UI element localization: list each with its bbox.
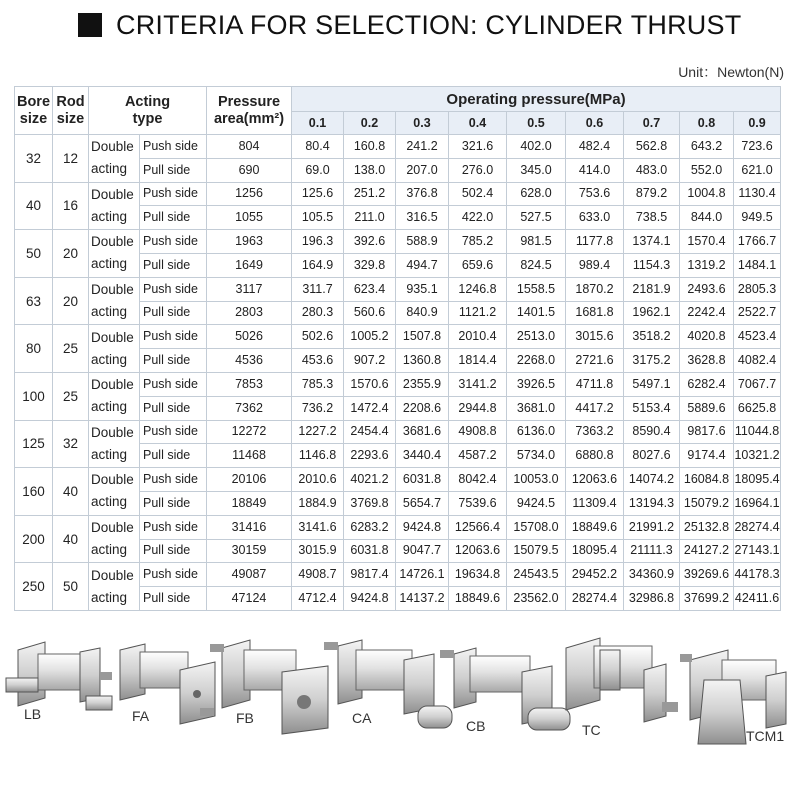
thrust-value-cell: 1146.8 xyxy=(292,444,344,468)
mount-label-ca: CA xyxy=(352,710,372,726)
thrust-value-cell: 402.0 xyxy=(507,135,566,159)
thrust-value-cell: 8027.6 xyxy=(624,444,680,468)
acting-type-cell: Double acting xyxy=(89,135,140,183)
thrust-value-cell: 1962.1 xyxy=(624,301,680,325)
pressure-area-cell: 1649 xyxy=(207,253,292,277)
thrust-value-cell: 3518.2 xyxy=(624,325,680,349)
thrust-value-cell: 7539.6 xyxy=(449,491,507,515)
thrust-value-cell: 1246.8 xyxy=(449,277,507,301)
thrust-value-cell: 15708.0 xyxy=(507,515,566,539)
thrust-value-cell: 907.2 xyxy=(344,349,396,373)
thrust-value-cell: 80.4 xyxy=(292,135,344,159)
pressure-area-cell: 20106 xyxy=(207,468,292,492)
header-pressure: 0.7 xyxy=(624,112,680,135)
thrust-value-cell: 12566.4 xyxy=(449,515,507,539)
thrust-value-cell: 623.4 xyxy=(344,277,396,301)
thrust-value-cell: 9424.8 xyxy=(396,515,449,539)
mount-lb-icon xyxy=(6,642,112,710)
thrust-value-cell: 562.8 xyxy=(624,135,680,159)
pressure-area-cell: 1963 xyxy=(207,230,292,254)
thrust-value-cell: 5497.1 xyxy=(624,372,680,396)
thrust-value-cell: 3175.2 xyxy=(624,349,680,373)
thrust-value-cell: 18095.4 xyxy=(734,468,781,492)
thrust-value-cell: 1814.4 xyxy=(449,349,507,373)
bore-size-cell: 250 xyxy=(15,563,53,611)
thrust-value-cell: 10053.0 xyxy=(507,468,566,492)
pull-side-label: Pull side xyxy=(140,253,207,277)
thrust-value-cell: 621.0 xyxy=(734,158,781,182)
rod-size-cell: 40 xyxy=(53,515,89,563)
thrust-value-cell: 13194.3 xyxy=(624,491,680,515)
header-pressure: 0.2 xyxy=(344,112,396,135)
thrust-value-cell: 329.8 xyxy=(344,253,396,277)
thrust-value-cell: 6031.8 xyxy=(344,539,396,563)
acting-type-cell: Double acting xyxy=(89,277,140,325)
thrust-value-cell: 24543.5 xyxy=(507,563,566,587)
thrust-value-cell: 3440.4 xyxy=(396,444,449,468)
pressure-area-cell: 11468 xyxy=(207,444,292,468)
thrust-value-cell: 23562.0 xyxy=(507,587,566,611)
thrust-value-cell: 164.9 xyxy=(292,253,344,277)
thrust-value-cell: 6880.8 xyxy=(566,444,624,468)
header-acting-label: Acting type xyxy=(124,93,171,127)
thrust-value-cell: 42411.6 xyxy=(734,587,781,611)
thrust-value-cell: 1319.2 xyxy=(680,253,734,277)
thrust-value-cell: 2513.0 xyxy=(507,325,566,349)
thrust-value-cell: 27143.1 xyxy=(734,539,781,563)
thrust-value-cell: 6625.8 xyxy=(734,396,781,420)
push-side-label: Push side xyxy=(140,420,207,444)
pressure-area-cell: 2803 xyxy=(207,301,292,325)
thrust-value-cell: 9817.4 xyxy=(344,563,396,587)
thrust-value-cell: 2454.4 xyxy=(344,420,396,444)
thrust-value-cell: 1766.7 xyxy=(734,230,781,254)
push-side-label: Push side xyxy=(140,135,207,159)
thrust-value-cell: 18849.6 xyxy=(449,587,507,611)
thrust-value-cell: 4417.2 xyxy=(566,396,624,420)
table-row xyxy=(15,372,781,396)
thrust-value-cell: 3141.2 xyxy=(449,372,507,396)
acting-type-cell: Double acting xyxy=(89,420,140,468)
header-rod-label: Rod size xyxy=(56,93,85,127)
table-row xyxy=(15,230,781,254)
rod-size-cell: 40 xyxy=(53,468,89,516)
pressure-area-cell: 5026 xyxy=(207,325,292,349)
thrust-value-cell: 392.6 xyxy=(344,230,396,254)
thrust-value-cell: 4523.4 xyxy=(734,325,781,349)
thrust-value-cell: 44178.3 xyxy=(734,563,781,587)
thrust-value-cell: 453.6 xyxy=(292,349,344,373)
thrust-value-cell: 5654.7 xyxy=(396,491,449,515)
pressure-area-cell: 49087 xyxy=(207,563,292,587)
pull-side-label: Pull side xyxy=(140,539,207,563)
thrust-value-cell: 2355.9 xyxy=(396,372,449,396)
thrust-value-cell: 785.3 xyxy=(292,372,344,396)
pressure-area-cell: 31416 xyxy=(207,515,292,539)
thrust-value-cell: 738.5 xyxy=(624,206,680,230)
header-operating: Operating pressure(MPa) xyxy=(292,87,781,112)
thrust-value-cell: 482.4 xyxy=(566,135,624,159)
pull-side-label: Pull side xyxy=(140,396,207,420)
pressure-area-cell: 690 xyxy=(207,158,292,182)
pressure-area-cell: 7853 xyxy=(207,372,292,396)
thrust-value-cell: 502.6 xyxy=(292,325,344,349)
header-pressure: 0.5 xyxy=(507,112,566,135)
thrust-value-cell: 483.0 xyxy=(624,158,680,182)
thrust-value-cell: 414.0 xyxy=(566,158,624,182)
thrust-value-cell: 1177.8 xyxy=(566,230,624,254)
bore-size-cell: 125 xyxy=(15,420,53,468)
thrust-value-cell: 494.7 xyxy=(396,253,449,277)
mount-ca-icon xyxy=(324,640,452,728)
title-square-icon xyxy=(78,13,102,37)
thrust-value-cell: 37699.2 xyxy=(680,587,734,611)
thrust-value-cell: 2268.0 xyxy=(507,349,566,373)
thrust-value-cell: 628.0 xyxy=(507,182,566,206)
thrust-value-cell: 4020.8 xyxy=(680,325,734,349)
bore-size-cell: 40 xyxy=(15,182,53,230)
header-pressure: 0.3 xyxy=(396,112,449,135)
acting-type-cell: Double acting xyxy=(89,468,140,516)
bore-size-cell: 80 xyxy=(15,325,53,373)
table-row xyxy=(15,135,781,159)
pressure-area-cell: 47124 xyxy=(207,587,292,611)
bore-size-cell: 160 xyxy=(15,468,53,516)
thrust-value-cell: 11044.8 xyxy=(734,420,781,444)
thrust-value-cell: 7363.2 xyxy=(566,420,624,444)
thrust-value-cell: 9424.5 xyxy=(507,491,566,515)
thrust-value-cell: 1558.5 xyxy=(507,277,566,301)
pull-side-label: Pull side xyxy=(140,444,207,468)
thrust-value-cell: 32986.8 xyxy=(624,587,680,611)
thrust-value-cell: 1570.6 xyxy=(344,372,396,396)
thrust-value-cell: 4908.7 xyxy=(292,563,344,587)
thrust-value-cell: 276.0 xyxy=(449,158,507,182)
thrust-value-cell: 527.5 xyxy=(507,206,566,230)
thrust-value-cell: 1870.2 xyxy=(566,277,624,301)
mount-label-fb: FB xyxy=(236,710,254,726)
thrust-value-cell: 1121.2 xyxy=(449,301,507,325)
rod-size-cell: 20 xyxy=(53,277,89,325)
mount-label-cb: CB xyxy=(466,718,486,734)
pressure-area-cell: 3117 xyxy=(207,277,292,301)
header-pressure: 0.1 xyxy=(292,112,344,135)
header-area-label: Pressure area(mm²) xyxy=(213,93,285,127)
thrust-value-cell: 736.2 xyxy=(292,396,344,420)
bore-size-cell: 100 xyxy=(15,372,53,420)
pressure-area-cell: 1256 xyxy=(207,182,292,206)
rod-size-cell: 32 xyxy=(53,420,89,468)
thrust-value-cell: 2181.9 xyxy=(624,277,680,301)
thrust-value-cell: 280.3 xyxy=(292,301,344,325)
mount-cb-icon xyxy=(440,648,570,730)
thrust-value-cell: 4711.8 xyxy=(566,372,624,396)
thrust-value-cell: 2522.7 xyxy=(734,301,781,325)
page-title: CRITERIA FOR SELECTION: CYLINDER THRUST xyxy=(116,9,742,40)
rod-size-cell: 12 xyxy=(53,135,89,183)
thrust-value-cell: 160.8 xyxy=(344,135,396,159)
mount-label-tc: TC xyxy=(582,722,601,738)
unit-label: Unit：Newton(N) xyxy=(678,64,784,80)
thrust-value-cell: 2010.4 xyxy=(449,325,507,349)
thrust-value-cell: 4082.4 xyxy=(734,349,781,373)
thrust-value-cell: 18095.4 xyxy=(566,539,624,563)
thrust-value-cell: 16084.8 xyxy=(680,468,734,492)
bore-size-cell: 200 xyxy=(15,515,53,563)
thrust-value-cell: 949.5 xyxy=(734,206,781,230)
thrust-value-cell: 4908.8 xyxy=(449,420,507,444)
thrust-value-cell: 18849.6 xyxy=(566,515,624,539)
thrust-value-cell: 1374.1 xyxy=(624,230,680,254)
table-row xyxy=(15,325,781,349)
thrust-value-cell: 19634.8 xyxy=(449,563,507,587)
thrust-value-cell: 659.6 xyxy=(449,253,507,277)
thrust-value-cell: 321.6 xyxy=(449,135,507,159)
thrust-value-cell: 1884.9 xyxy=(292,491,344,515)
thrust-value-cell: 2293.6 xyxy=(344,444,396,468)
thrust-value-cell: 1227.2 xyxy=(292,420,344,444)
push-side-label: Push side xyxy=(140,372,207,396)
pull-side-label: Pull side xyxy=(140,349,207,373)
thrust-value-cell: 6136.0 xyxy=(507,420,566,444)
thrust-value-cell: 69.0 xyxy=(292,158,344,182)
title-block xyxy=(78,8,741,42)
thrust-table xyxy=(14,86,781,611)
thrust-value-cell: 4587.2 xyxy=(449,444,507,468)
thrust-value-cell: 502.4 xyxy=(449,182,507,206)
pull-side-label: Pull side xyxy=(140,301,207,325)
thrust-value-cell: 3141.6 xyxy=(292,515,344,539)
mount-label-tcm1: TCM1 xyxy=(746,728,785,744)
thrust-value-cell: 34360.9 xyxy=(624,563,680,587)
thrust-value-cell: 643.2 xyxy=(680,135,734,159)
thrust-value-cell: 1472.4 xyxy=(344,396,396,420)
thrust-value-cell: 5734.0 xyxy=(507,444,566,468)
thrust-value-cell: 28274.4 xyxy=(734,515,781,539)
header-rod xyxy=(53,87,89,135)
acting-type-cell: Double acting xyxy=(89,182,140,230)
thrust-value-cell: 1154.3 xyxy=(624,253,680,277)
pressure-area-cell: 1055 xyxy=(207,206,292,230)
thrust-value-cell: 560.6 xyxy=(344,301,396,325)
thrust-value-cell: 207.0 xyxy=(396,158,449,182)
thrust-value-cell: 316.5 xyxy=(396,206,449,230)
push-side-label: Push side xyxy=(140,468,207,492)
bore-size-cell: 50 xyxy=(15,230,53,278)
push-side-label: Push side xyxy=(140,563,207,587)
header-pressure: 0.9 xyxy=(734,112,781,135)
thrust-value-cell: 2242.4 xyxy=(680,301,734,325)
thrust-value-cell: 105.5 xyxy=(292,206,344,230)
thrust-value-cell: 6283.2 xyxy=(344,515,396,539)
thrust-value-cell: 12063.6 xyxy=(449,539,507,563)
thrust-value-cell: 11309.4 xyxy=(566,491,624,515)
rod-size-cell: 50 xyxy=(53,563,89,611)
rod-size-cell: 25 xyxy=(53,325,89,373)
thrust-value-cell: 1401.5 xyxy=(507,301,566,325)
mount-label-lb: LB xyxy=(24,706,42,722)
thrust-value-cell: 10321.2 xyxy=(734,444,781,468)
thrust-value-cell: 12063.6 xyxy=(566,468,624,492)
thrust-value-cell: 28274.4 xyxy=(566,587,624,611)
thrust-value-cell: 723.6 xyxy=(734,135,781,159)
thrust-value-cell: 5153.4 xyxy=(624,396,680,420)
thrust-value-cell: 989.4 xyxy=(566,253,624,277)
thrust-value-cell: 633.0 xyxy=(566,206,624,230)
thrust-value-cell: 3681.0 xyxy=(507,396,566,420)
thrust-value-cell: 824.5 xyxy=(507,253,566,277)
header-area xyxy=(207,87,292,135)
acting-type-cell: Double acting xyxy=(89,230,140,278)
mount-label-fa: FA xyxy=(132,708,150,724)
thrust-value-cell: 1484.1 xyxy=(734,253,781,277)
thrust-value-cell: 3681.6 xyxy=(396,420,449,444)
thrust-value-cell: 9817.6 xyxy=(680,420,734,444)
thrust-value-cell: 2805.3 xyxy=(734,277,781,301)
thrust-value-cell: 15079.5 xyxy=(507,539,566,563)
push-side-label: Push side xyxy=(140,230,207,254)
pressure-area-cell: 7362 xyxy=(207,396,292,420)
thrust-value-cell: 8590.4 xyxy=(624,420,680,444)
thrust-value-cell: 552.0 xyxy=(680,158,734,182)
push-side-label: Push side xyxy=(140,325,207,349)
thrust-value-cell: 3015.9 xyxy=(292,539,344,563)
push-side-label: Push side xyxy=(140,182,207,206)
thrust-value-cell: 39269.6 xyxy=(680,563,734,587)
bore-size-cell: 32 xyxy=(15,135,53,183)
push-side-label: Push side xyxy=(140,277,207,301)
header-pressure: 0.6 xyxy=(566,112,624,135)
thrust-value-cell: 2493.6 xyxy=(680,277,734,301)
thrust-value-cell: 3769.8 xyxy=(344,491,396,515)
thrust-value-cell: 1005.2 xyxy=(344,325,396,349)
thrust-value-cell: 24127.2 xyxy=(680,539,734,563)
thrust-value-cell: 935.1 xyxy=(396,277,449,301)
thrust-value-cell: 345.0 xyxy=(507,158,566,182)
thrust-value-cell: 2208.6 xyxy=(396,396,449,420)
header-pressure: 0.8 xyxy=(680,112,734,135)
header-acting xyxy=(89,87,207,135)
thrust-value-cell: 588.9 xyxy=(396,230,449,254)
thrust-value-cell: 981.5 xyxy=(507,230,566,254)
pull-side-label: Pull side xyxy=(140,158,207,182)
pull-side-label: Pull side xyxy=(140,206,207,230)
thrust-value-cell: 1681.8 xyxy=(566,301,624,325)
header-bore xyxy=(15,87,53,135)
thrust-value-cell: 879.2 xyxy=(624,182,680,206)
thrust-value-cell: 138.0 xyxy=(344,158,396,182)
thrust-value-cell: 15079.2 xyxy=(680,491,734,515)
thrust-value-cell: 125.6 xyxy=(292,182,344,206)
acting-type-cell: Double acting xyxy=(89,563,140,611)
thrust-value-cell: 29452.2 xyxy=(566,563,624,587)
mount-tc-icon xyxy=(566,638,678,722)
thrust-value-cell: 16964.1 xyxy=(734,491,781,515)
thrust-value-cell: 1507.8 xyxy=(396,325,449,349)
thrust-value-cell: 4712.4 xyxy=(292,587,344,611)
thrust-value-cell: 3926.5 xyxy=(507,372,566,396)
thrust-value-cell: 376.8 xyxy=(396,182,449,206)
pressure-area-cell: 12272 xyxy=(207,420,292,444)
rod-size-cell: 20 xyxy=(53,230,89,278)
thrust-value-cell: 311.7 xyxy=(292,277,344,301)
thrust-value-cell: 3015.6 xyxy=(566,325,624,349)
thrust-value-cell: 753.6 xyxy=(566,182,624,206)
thrust-value-cell: 14137.2 xyxy=(396,587,449,611)
thrust-value-cell: 8042.4 xyxy=(449,468,507,492)
thrust-value-cell: 2010.6 xyxy=(292,468,344,492)
pressure-area-cell: 804 xyxy=(207,135,292,159)
pull-side-label: Pull side xyxy=(140,491,207,515)
acting-type-cell: Double acting xyxy=(89,325,140,373)
thrust-value-cell: 7067.7 xyxy=(734,372,781,396)
thrust-value-cell: 21111.3 xyxy=(624,539,680,563)
rod-size-cell: 25 xyxy=(53,372,89,420)
push-side-label: Push side xyxy=(140,515,207,539)
thrust-value-cell: 1004.8 xyxy=(680,182,734,206)
header-pressure: 0.4 xyxy=(449,112,507,135)
table-row xyxy=(15,515,781,539)
thrust-value-cell: 211.0 xyxy=(344,206,396,230)
thrust-value-cell: 840.9 xyxy=(396,301,449,325)
header-bore-label: Bore size xyxy=(16,93,51,127)
thrust-value-cell: 844.0 xyxy=(680,206,734,230)
table-row xyxy=(15,182,781,206)
table-row xyxy=(15,420,781,444)
thrust-value-cell: 9424.8 xyxy=(344,587,396,611)
pressure-area-cell: 4536 xyxy=(207,349,292,373)
table-row xyxy=(15,277,781,301)
thrust-value-cell: 6031.8 xyxy=(396,468,449,492)
thrust-value-cell: 6282.4 xyxy=(680,372,734,396)
pressure-area-cell: 18849 xyxy=(207,491,292,515)
thrust-value-cell: 25132.8 xyxy=(680,515,734,539)
thrust-value-cell: 3628.8 xyxy=(680,349,734,373)
pressure-area-cell: 30159 xyxy=(207,539,292,563)
thrust-value-cell: 196.3 xyxy=(292,230,344,254)
thrust-value-cell: 21991.2 xyxy=(624,515,680,539)
thrust-value-cell: 1130.4 xyxy=(734,182,781,206)
acting-type-cell: Double acting xyxy=(89,515,140,563)
thrust-value-cell: 9174.4 xyxy=(680,444,734,468)
mount-illustrations xyxy=(0,620,800,800)
thrust-value-cell: 5889.6 xyxy=(680,396,734,420)
pull-side-label: Pull side xyxy=(140,587,207,611)
thrust-value-cell: 785.2 xyxy=(449,230,507,254)
thrust-value-cell: 14074.2 xyxy=(624,468,680,492)
rod-size-cell: 16 xyxy=(53,182,89,230)
bore-size-cell: 63 xyxy=(15,277,53,325)
thrust-value-cell: 2944.8 xyxy=(449,396,507,420)
thrust-value-cell: 241.2 xyxy=(396,135,449,159)
table-row xyxy=(15,468,781,492)
thrust-value-cell: 422.0 xyxy=(449,206,507,230)
thrust-value-cell: 1360.8 xyxy=(396,349,449,373)
thrust-value-cell: 4021.2 xyxy=(344,468,396,492)
thrust-value-cell: 14726.1 xyxy=(396,563,449,587)
mount-fb-icon xyxy=(210,640,328,734)
thrust-value-cell: 2721.6 xyxy=(566,349,624,373)
table-row xyxy=(15,563,781,587)
mount-gallery xyxy=(0,620,800,800)
thrust-value-cell: 251.2 xyxy=(344,182,396,206)
thrust-value-cell: 1570.4 xyxy=(680,230,734,254)
thrust-value-cell: 9047.7 xyxy=(396,539,449,563)
acting-type-cell: Double acting xyxy=(89,372,140,420)
